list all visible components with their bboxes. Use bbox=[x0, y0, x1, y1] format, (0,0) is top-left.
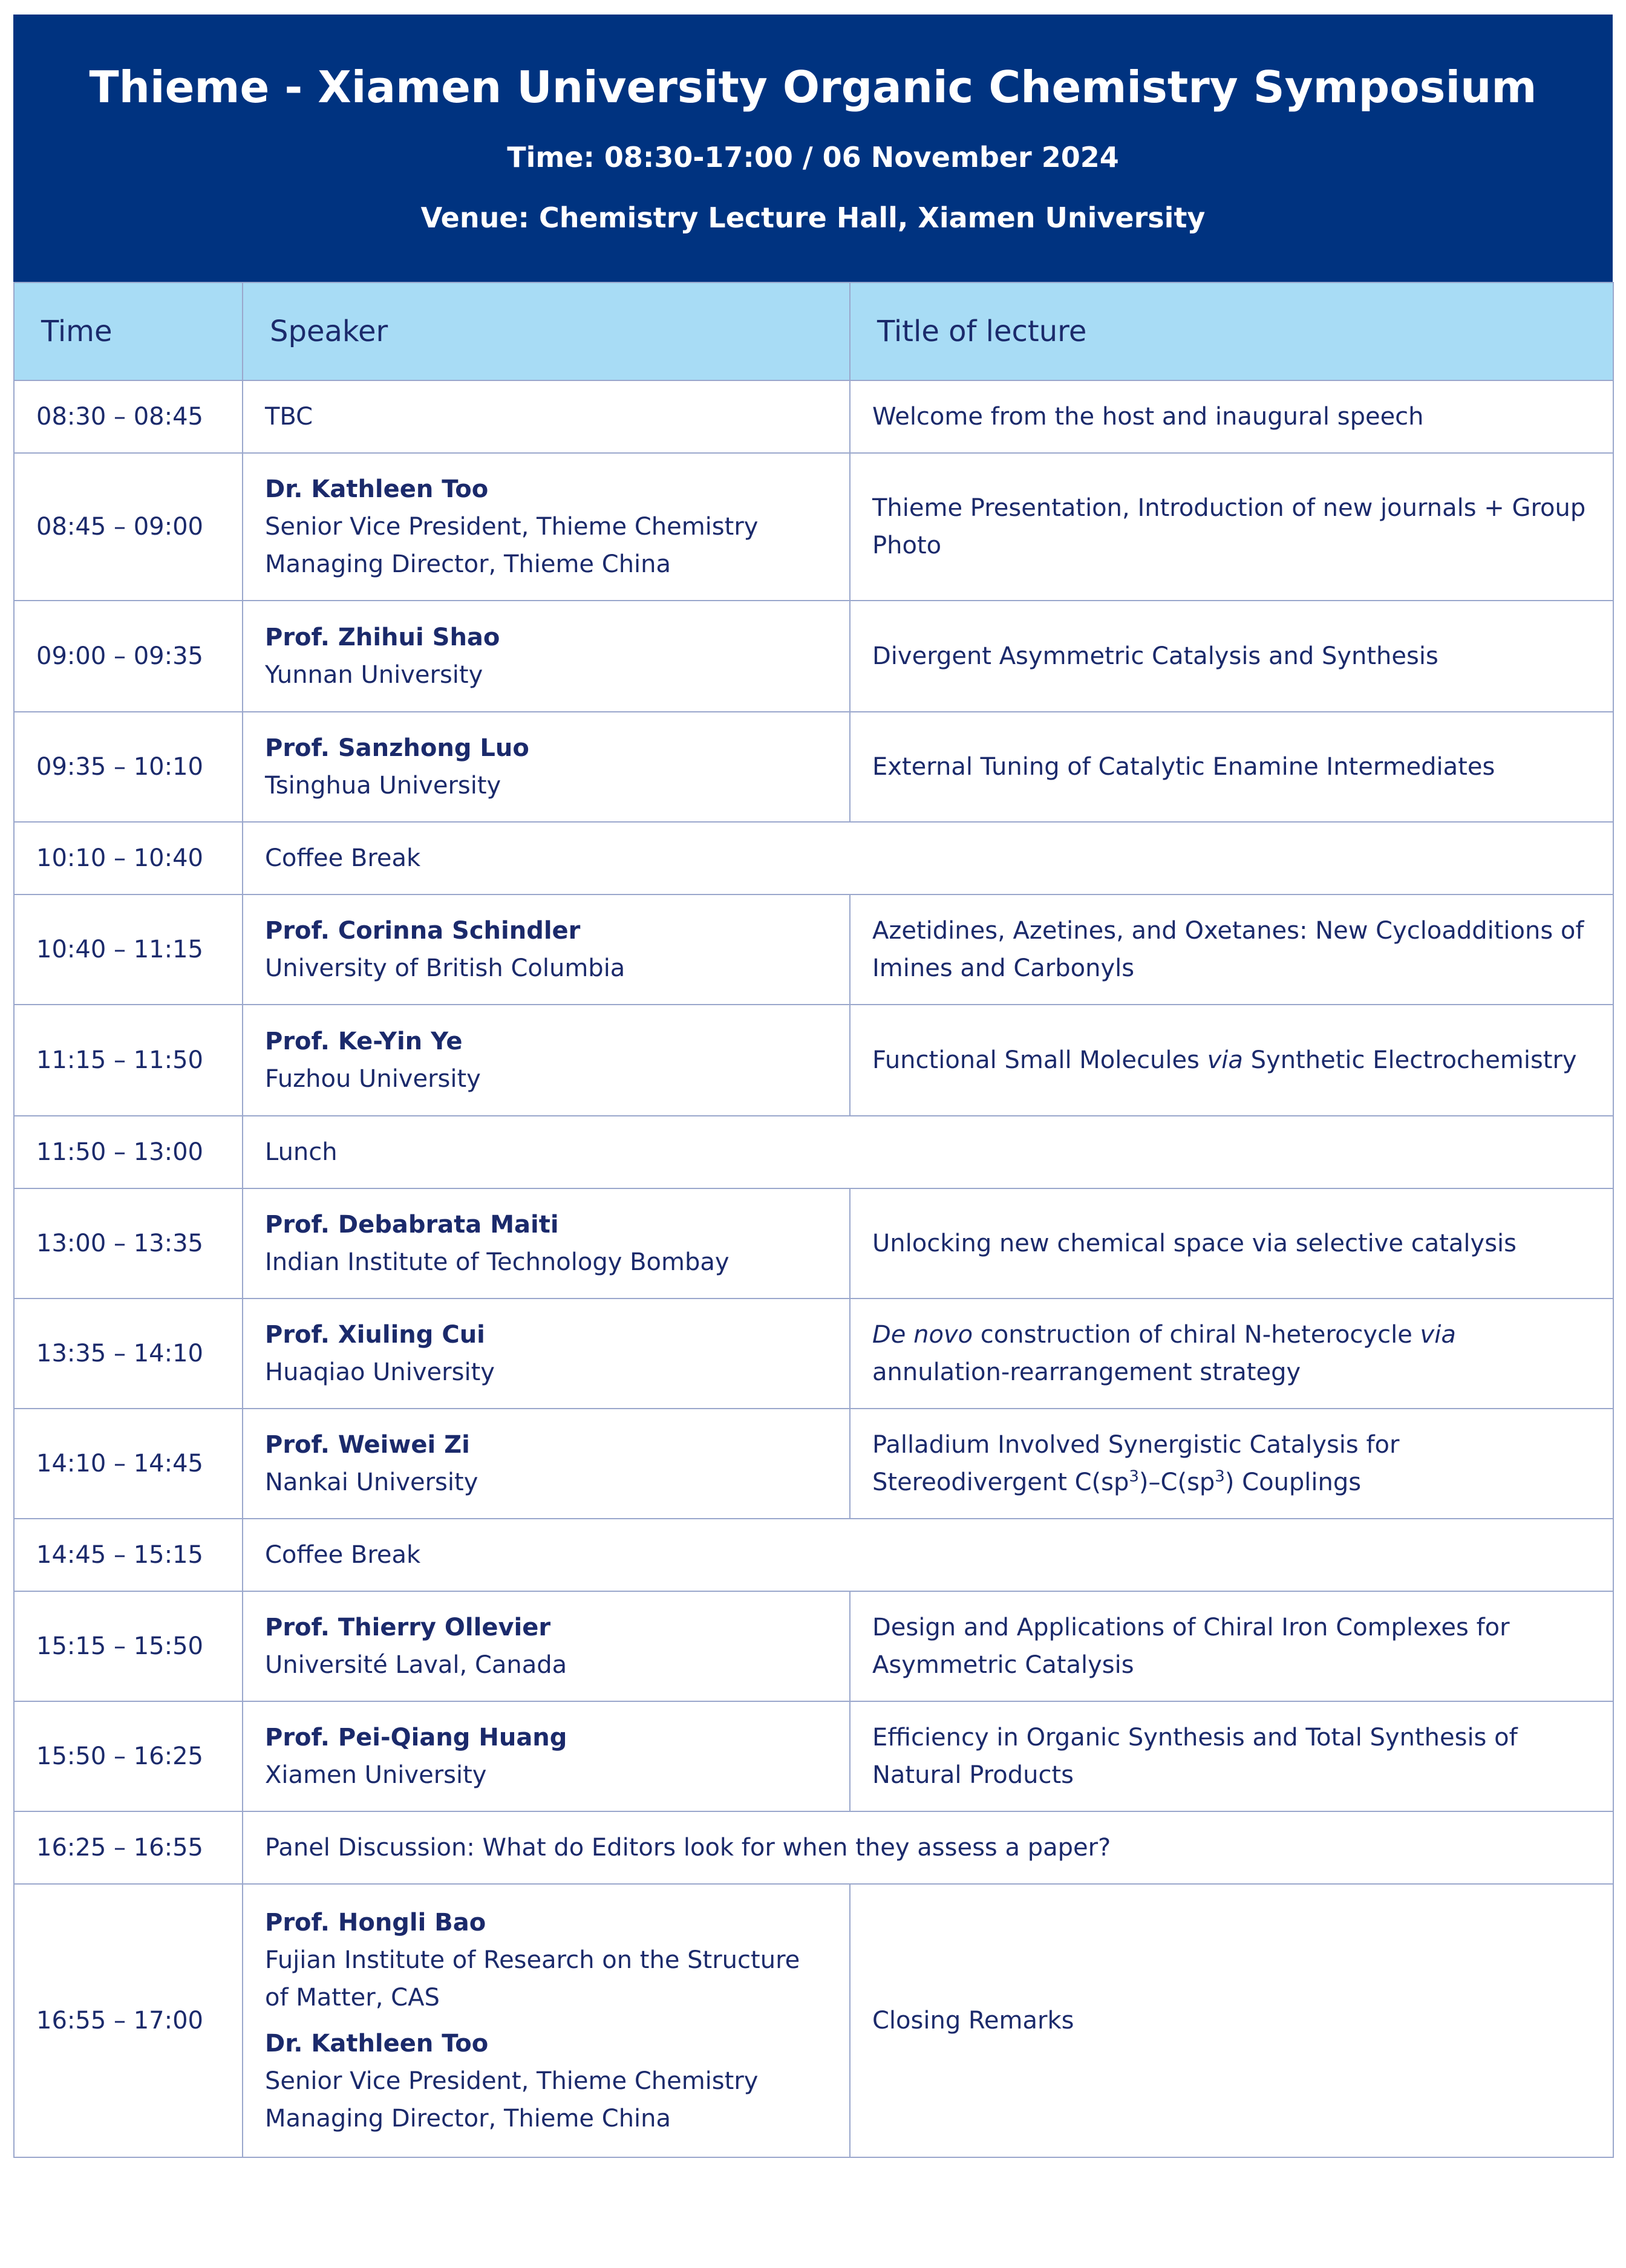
speaker-affiliation: Xiamen University bbox=[265, 1761, 487, 1789]
time-slot: 13:00 – 13:35 bbox=[14, 1188, 243, 1299]
schedule-body bbox=[14, 380, 1613, 2157]
speaker-cell bbox=[243, 380, 850, 453]
speaker-cell bbox=[243, 1701, 850, 1811]
time-slot: 11:15 – 11:50 bbox=[14, 1005, 243, 1116]
time-slot: 10:40 – 11:15 bbox=[14, 894, 243, 1005]
speaker-name: Prof. Hongli Bao bbox=[265, 1909, 486, 1937]
speaker-name: Prof. Weiwei Zi bbox=[265, 1431, 470, 1459]
speaker-block bbox=[265, 912, 828, 987]
speaker-cell bbox=[243, 712, 850, 822]
session-row bbox=[14, 1409, 1613, 1519]
lecture-title-text: Functional Small Molecules bbox=[872, 1046, 1207, 1074]
lecture-title-text: annulation-rearrangement strategy bbox=[872, 1358, 1301, 1386]
lecture-title bbox=[850, 894, 1613, 1005]
time-slot: 09:00 – 09:35 bbox=[14, 601, 243, 712]
speaker-cell bbox=[243, 894, 850, 1005]
time-slot: 14:10 – 14:45 bbox=[14, 1409, 243, 1519]
lecture-title-text: Palladium Involved Synergistic Catalysis for Stereodivergent C(sp bbox=[872, 1431, 1400, 1496]
speaker-affiliation: Managing Director, Thieme China bbox=[265, 2105, 671, 2133]
speaker-block bbox=[265, 619, 828, 694]
lecture-title-text: Design and Applications of Chiral Iron Complexes for Asymmetric Catalysis bbox=[872, 1614, 1510, 1679]
speaker-affiliation: Senior Vice President, Thieme Chemistry bbox=[265, 2067, 759, 2095]
speaker-affiliation: Senior Vice President, Thieme Chemistry bbox=[265, 513, 759, 541]
lecture-title bbox=[850, 1409, 1613, 1519]
speaker-name: Dr. Kathleen Too bbox=[265, 2030, 489, 2058]
speaker-block bbox=[265, 1316, 828, 1391]
lecture-title-italic: De novo bbox=[872, 1321, 973, 1349]
break-label: Coffee Break bbox=[243, 822, 1613, 894]
speaker-block bbox=[265, 398, 828, 435]
speaker-affiliation: TBC bbox=[265, 403, 313, 431]
speaker-cell bbox=[243, 453, 850, 601]
speaker-affiliation: Indian Institute of Technology Bombay bbox=[265, 1248, 730, 1276]
lecture-title-text: Thieme Presentation, Introduction of new journals + Group Photo bbox=[872, 494, 1586, 559]
lecture-title-text: )–C(sp bbox=[1138, 1468, 1215, 1496]
lecture-title-text: Unlocking new chemical space via selective catalysis bbox=[872, 1230, 1517, 1257]
lecture-title-text: ) Couplings bbox=[1224, 1468, 1362, 1496]
break-row bbox=[14, 1116, 1613, 1188]
column-header-row bbox=[14, 282, 1613, 380]
speaker-block bbox=[265, 1904, 828, 2016]
column-header-time: Time bbox=[14, 282, 243, 380]
lecture-title bbox=[850, 1005, 1613, 1116]
time-slot: 15:50 – 16:25 bbox=[14, 1701, 243, 1811]
speaker-block bbox=[265, 2025, 828, 2137]
session-row bbox=[14, 1884, 1613, 2157]
lecture-title bbox=[850, 453, 1613, 601]
session-row bbox=[14, 1299, 1613, 1409]
time-slot: 16:25 – 16:55 bbox=[14, 1811, 243, 1884]
speaker-block bbox=[265, 1206, 828, 1281]
column-header-speaker: Speaker bbox=[243, 282, 850, 380]
lecture-title-italic: via bbox=[1420, 1321, 1456, 1349]
speaker-block bbox=[265, 729, 828, 804]
speaker-name: Prof. Thierry Ollevier bbox=[265, 1614, 551, 1641]
lecture-title bbox=[850, 1591, 1613, 1701]
speaker-cell bbox=[243, 1299, 850, 1409]
column-header-title: Title of lecture bbox=[850, 282, 1613, 380]
schedule-table bbox=[13, 282, 1614, 2158]
break-row bbox=[14, 1811, 1613, 1884]
lecture-title-superscript: 3 bbox=[1129, 1467, 1139, 1486]
speaker-affiliation: Université Laval, Canada bbox=[265, 1651, 567, 1679]
speaker-cell bbox=[243, 1005, 850, 1116]
lecture-title bbox=[850, 1299, 1613, 1409]
time-slot: 08:30 – 08:45 bbox=[14, 380, 243, 453]
lecture-title-text: Closing Remarks bbox=[872, 2007, 1074, 2035]
speaker-block bbox=[265, 1426, 828, 1501]
lecture-title-text: construction of chiral N-heterocycle bbox=[973, 1321, 1420, 1349]
lecture-title bbox=[850, 1701, 1613, 1811]
lecture-title bbox=[850, 712, 1613, 822]
lecture-title-text: Synthetic Electrochemistry bbox=[1242, 1046, 1577, 1074]
speaker-cell bbox=[243, 601, 850, 712]
speaker-name: Prof. Corinna Schindler bbox=[265, 917, 581, 945]
time-slot: 15:15 – 15:50 bbox=[14, 1591, 243, 1701]
speaker-cell bbox=[243, 1188, 850, 1299]
break-label: Coffee Break bbox=[243, 1519, 1613, 1591]
time-slot: 13:35 – 14:10 bbox=[14, 1299, 243, 1409]
lecture-title-italic: via bbox=[1207, 1046, 1243, 1074]
session-row bbox=[14, 712, 1613, 822]
time-slot: 14:45 – 15:15 bbox=[14, 1519, 243, 1591]
speaker-affiliation: University of British Columbia bbox=[265, 954, 625, 982]
session-row bbox=[14, 1188, 1613, 1299]
speaker-affiliation: Managing Director, Thieme China bbox=[265, 550, 671, 578]
break-row bbox=[14, 1519, 1613, 1591]
speaker-cell bbox=[243, 1409, 850, 1519]
speaker-affiliation: Fujian Institute of Research on the Structure of Matter, CAS bbox=[265, 1946, 800, 2012]
session-row bbox=[14, 380, 1613, 453]
speaker-name: Prof. Xiuling Cui bbox=[265, 1321, 485, 1349]
time-slot: 08:45 – 09:00 bbox=[14, 453, 243, 601]
symposium-title: Thieme - Xiamen University Organic Chemistry Symposium bbox=[89, 62, 1537, 112]
speaker-affiliation: Fuzhou University bbox=[265, 1065, 481, 1093]
time-slot: 11:50 – 13:00 bbox=[14, 1116, 243, 1188]
program-header bbox=[13, 15, 1613, 282]
program-page bbox=[13, 15, 1613, 2158]
speaker-affiliation: Yunnan University bbox=[265, 661, 483, 689]
speaker-name: Prof. Pei-Qiang Huang bbox=[265, 1724, 567, 1752]
break-label: Panel Discussion: What do Editors look for when they assess a paper? bbox=[243, 1811, 1613, 1884]
speaker-cell bbox=[243, 1591, 850, 1701]
speaker-name: Prof. Debabrata Maiti bbox=[265, 1211, 559, 1239]
lecture-title bbox=[850, 1884, 1613, 2157]
symposium-time: Time: 08:30-17:00 / 06 November 2024 bbox=[507, 141, 1119, 174]
speaker-affiliation: Tsinghua University bbox=[265, 772, 501, 800]
lecture-title bbox=[850, 601, 1613, 712]
session-row bbox=[14, 894, 1613, 1005]
speaker-block bbox=[265, 1023, 828, 1098]
speaker-cell bbox=[243, 1884, 850, 2157]
lecture-title-superscript: 3 bbox=[1215, 1467, 1225, 1486]
break-row bbox=[14, 822, 1613, 894]
lecture-title-text: Welcome from the host and inaugural speech bbox=[872, 403, 1424, 431]
speaker-block bbox=[265, 1719, 828, 1794]
session-row bbox=[14, 601, 1613, 712]
symposium-venue: Venue: Chemistry Lecture Hall, Xiamen University bbox=[420, 201, 1206, 234]
lecture-title-text: External Tuning of Catalytic Enamine Intermediates bbox=[872, 753, 1495, 781]
session-row bbox=[14, 453, 1613, 601]
session-row bbox=[14, 1701, 1613, 1811]
speaker-name: Prof. Ke-Yin Ye bbox=[265, 1028, 463, 1055]
speaker-block bbox=[265, 471, 828, 583]
lecture-title-text: Divergent Asymmetric Catalysis and Synthesis bbox=[872, 642, 1438, 670]
time-slot: 10:10 – 10:40 bbox=[14, 822, 243, 894]
speaker-name: Prof. Sanzhong Luo bbox=[265, 734, 529, 762]
speaker-block bbox=[265, 1609, 828, 1684]
time-slot: 16:55 – 17:00 bbox=[14, 1884, 243, 2157]
time-slot: 09:35 – 10:10 bbox=[14, 712, 243, 822]
lecture-title-text: Efficiency in Organic Synthesis and Total Synthesis of Natural Products bbox=[872, 1724, 1518, 1789]
lecture-title bbox=[850, 1188, 1613, 1299]
lecture-title-text: Azetidines, Azetines, and Oxetanes: New Cycloadditions of Imines and Carbonyls bbox=[872, 917, 1584, 982]
lecture-title bbox=[850, 380, 1613, 453]
speaker-affiliation: Nankai University bbox=[265, 1468, 478, 1496]
speaker-name: Prof. Zhihui Shao bbox=[265, 624, 500, 651]
break-label: Lunch bbox=[243, 1116, 1613, 1188]
speaker-name: Dr. Kathleen Too bbox=[265, 475, 489, 503]
session-row bbox=[14, 1591, 1613, 1701]
speaker-affiliation: Huaqiao University bbox=[265, 1358, 495, 1386]
session-row bbox=[14, 1005, 1613, 1116]
